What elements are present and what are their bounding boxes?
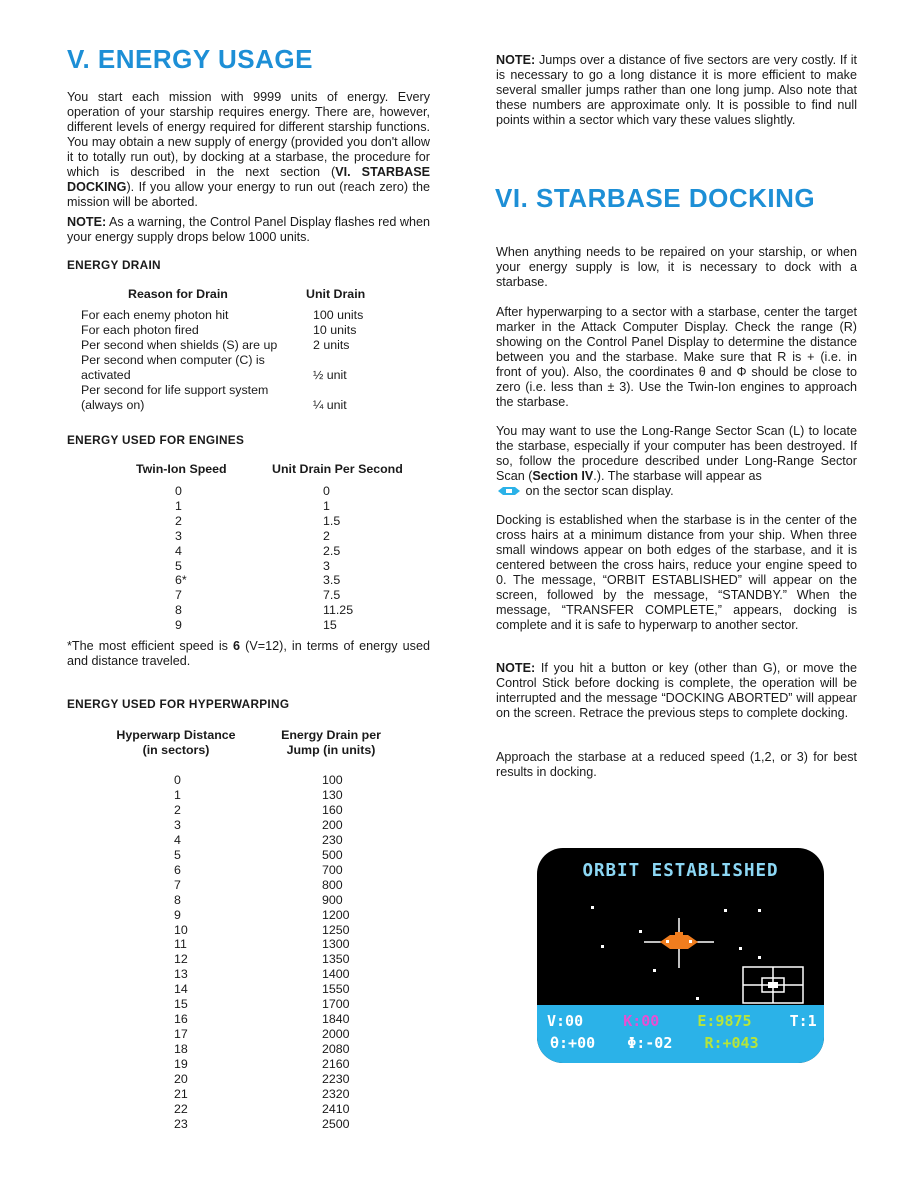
drain-per-second-cell: 7.5 bbox=[323, 588, 341, 603]
hyperwarp-distance-cell: 19 bbox=[174, 1057, 188, 1072]
hyperwarp-distance-header bbox=[113, 728, 239, 758]
hyperwarp-drain-header bbox=[279, 728, 383, 758]
star bbox=[653, 969, 656, 972]
drain-reason-cell: For each photon fired bbox=[81, 323, 199, 337]
hyperwarp-distance-cell: 21 bbox=[174, 1086, 188, 1101]
energy-note-text: As a warning, the Control Panel Display flashes red when your energy supply drops below 1000 units. bbox=[67, 215, 430, 244]
jump-note-label: NOTE: bbox=[496, 53, 536, 67]
hyperwarp-drain-header-line1: Energy Drain per bbox=[281, 728, 381, 742]
range-readout: R:+043 bbox=[704, 1034, 759, 1052]
star bbox=[758, 956, 761, 959]
hyperwarp-drain-cell: 2500 bbox=[322, 1116, 350, 1131]
drain-reason-cell: Per second when shields (S) are up bbox=[81, 338, 278, 352]
star bbox=[639, 930, 642, 933]
speed-cell: 9 bbox=[175, 618, 182, 633]
control-panel-display bbox=[537, 1005, 824, 1063]
screen-message: ORBIT ESTABLISHED bbox=[582, 861, 779, 881]
drain-unit-cell: ¼ unit bbox=[313, 398, 347, 412]
docking-note-label: NOTE: bbox=[496, 661, 536, 675]
docking-p3-text-b: .). The starbase will appear as bbox=[593, 469, 762, 483]
hyperwarp-drain-cell: 800 bbox=[322, 877, 343, 892]
hyperwarp-drain-header-line2: Jump (in units) bbox=[286, 743, 376, 757]
docking-paragraph-2: After hyperwarping to a sector with a starbase, center the target marker in the Attack Computer Display. Check the range (R) showing on the Control Panel Display to determine the distance between you and the starbase. Make sure that R is + (i.e. in front of you). Also, the coordinates θ and Φ should be close to zero (i.e. less than ± 3). Use the Twin-Ion engines to approach the starbase. bbox=[496, 305, 857, 409]
footnote-speed: 6 bbox=[233, 639, 241, 653]
unit-drain-per-second-header: Unit Drain Per Second bbox=[272, 462, 403, 476]
hyperwarp-drain-cell: 200 bbox=[322, 817, 343, 832]
hyperwarp-drain-cell: 500 bbox=[322, 847, 343, 862]
hyperwarp-drain-cell: 1550 bbox=[322, 982, 350, 997]
drain-per-second-cell: 15 bbox=[323, 618, 337, 633]
hyperwarp-drain-cell: 2160 bbox=[322, 1057, 350, 1072]
hyperwarp-distance-cell: 1 bbox=[174, 787, 181, 802]
drain-per-second-cell: 3.5 bbox=[323, 573, 341, 588]
energy-drain-heading: ENERGY DRAIN bbox=[67, 258, 161, 272]
hyperwarp-distance-cell: 14 bbox=[174, 982, 188, 997]
energy-usage-heading: V. ENERGY USAGE bbox=[67, 44, 313, 74]
hyperwarp-drain-cell: 1400 bbox=[322, 967, 350, 982]
engine-footnote bbox=[67, 639, 430, 669]
hyperwarp-distance-cell: 18 bbox=[174, 1042, 188, 1057]
hyperwarp-distance-cell: 13 bbox=[174, 967, 188, 982]
starbase-docking-reference: VI. STARBASE DOCKING bbox=[67, 165, 431, 194]
hyperwarp-drain-cell: 160 bbox=[322, 802, 343, 817]
drain-reason-cell: Per second for life support system bbox=[81, 383, 269, 397]
jump-note-paragraph bbox=[496, 53, 857, 128]
hyperwarp-distance-cell: 5 bbox=[174, 847, 181, 862]
hyperwarp-drain-cell: 130 bbox=[322, 787, 343, 802]
star bbox=[591, 906, 594, 909]
drain-unit-cell: 2 units bbox=[313, 338, 350, 352]
docking-p3-text-a: You may want to use the Long-Range Sector Scan (L) to locate the starbase, especially if your computer has been destroyed. If so, follow the procedure described under Long-Range Sector Scan ( bbox=[496, 424, 857, 483]
hyperwarp-distance-cell: 23 bbox=[174, 1116, 188, 1131]
attack-computer-display bbox=[742, 966, 804, 1004]
speed-cell: 5 bbox=[175, 558, 182, 573]
hyperwarp-distance-cell: 10 bbox=[174, 922, 188, 937]
star bbox=[696, 997, 699, 1000]
drain-per-second-cell: 1 bbox=[323, 498, 330, 513]
energy-readout: E:9875 bbox=[697, 1012, 752, 1030]
speed-cell: 0 bbox=[175, 484, 182, 498]
drain-unit-header: Unit Drain bbox=[306, 287, 366, 301]
panel-row-1 bbox=[547, 1012, 816, 1030]
hyperwarp-drain-cell: 1200 bbox=[322, 907, 350, 922]
hyperwarp-drain-cell: 2080 bbox=[322, 1042, 350, 1057]
starbase-crosshair bbox=[644, 918, 714, 968]
drain-per-second-cell: 0 bbox=[323, 484, 330, 498]
hyperwarp-distance-cell: 3 bbox=[174, 817, 181, 832]
kills-readout: K:00 bbox=[623, 1012, 660, 1030]
hyperwarp-drain-cell: 2230 bbox=[322, 1072, 350, 1086]
drain-reason-cell: (always on) bbox=[81, 398, 145, 412]
hyperwarp-drain-cell: 100 bbox=[322, 773, 343, 787]
hyperwarp-distance-cell: 16 bbox=[174, 1012, 188, 1027]
hyperwarp-distance-cell: 0 bbox=[174, 773, 181, 787]
drain-reason-cell: For each enemy photon hit bbox=[81, 308, 229, 322]
energy-intro-paragraph bbox=[67, 90, 430, 210]
note-label: NOTE: bbox=[67, 215, 107, 229]
energy-intro-text: You start each mission with 9999 units of energy. Every operation of your starship requires energy. There are, however, different levels of energy required for different starship functions. You may obtain a new supply of energy (provided you don't allow it to totally run out), by docking at a starbase, the procedure for which is described in the next section ( bbox=[67, 90, 430, 179]
hyperwarp-distance-cell: 8 bbox=[174, 892, 181, 907]
hyperwarp-distance-cell: 12 bbox=[174, 952, 188, 967]
hyperwarp-distance-cell: 15 bbox=[174, 997, 188, 1012]
starbase-icon bbox=[496, 485, 522, 495]
hyperwarp-drain-cell: 1700 bbox=[322, 997, 350, 1012]
hyperwarp-distance-cell: 7 bbox=[174, 877, 181, 892]
hyperwarp-distance-header-line1: Hyperwarp Distance bbox=[116, 728, 236, 742]
hyperwarp-drain-cell: 2410 bbox=[322, 1101, 350, 1116]
engines-heading: ENERGY USED FOR ENGINES bbox=[67, 433, 245, 447]
hyperwarp-drain-cell: 1250 bbox=[322, 922, 350, 937]
drain-reason-header: Reason for Drain bbox=[128, 287, 228, 301]
docking-paragraph-4: Docking is established when the starbase is in the center of the cross hairs at a minimum distance from your ship. When three small windows appear on both edges of the starbase, and it is centered between the cross hairs, reduce your engine speed to 0. The message, “ORBIT ESTABLISHED” will appear on the screen, followed by the message, “STANDBY.” When the message, “TRANSFER COMPLETE,” appears, docking is complete and it is safe to hyperwarp to another sector. bbox=[496, 513, 857, 632]
jump-note-text: Jumps over a distance of five sectors are very costly. If it is necessary to go a long distance it is more efficient to make several smaller jumps rather than one long jump. Also note that these numbers are approximate only. It is possible to find null points within a sector which vary these values slightly. bbox=[496, 53, 857, 127]
drain-per-second-cell: 11.25 bbox=[323, 603, 354, 618]
starbase-docking-heading: VI. STARBASE DOCKING bbox=[495, 183, 816, 213]
crt-screen bbox=[537, 848, 824, 1063]
hyperwarp-distance-header-line2: (in sectors) bbox=[142, 743, 210, 757]
docking-paragraph-6: Approach the starbase at a reduced speed (1,2, or 3) for best results in docking. bbox=[496, 750, 857, 779]
footnote-text-c: (V=12), in terms of energy used and distance traveled. bbox=[67, 639, 430, 668]
targets-readout: T:1 bbox=[789, 1012, 817, 1030]
hyperwarp-distance-cell: 9 bbox=[174, 907, 181, 922]
hyperwarp-distance-cell: 11 bbox=[174, 937, 187, 952]
drain-per-second-cell: 2.5 bbox=[323, 543, 341, 558]
hyperwarp-drain-cell: 700 bbox=[322, 862, 343, 877]
drain-per-second-cell: 2 bbox=[323, 528, 330, 543]
star bbox=[724, 909, 727, 912]
section-iv-reference: Section IV bbox=[532, 469, 594, 483]
velocity-readout: V:00 bbox=[547, 1012, 584, 1030]
drain-reason-cell: activated bbox=[81, 368, 131, 382]
docking-paragraph-5 bbox=[496, 661, 857, 721]
hyperwarp-distance-cell: 17 bbox=[174, 1027, 188, 1042]
star bbox=[739, 947, 742, 950]
hyperwarp-distance-cell: 20 bbox=[174, 1072, 188, 1086]
footnote-text-a: *The most efficient speed is bbox=[67, 639, 234, 653]
star bbox=[601, 945, 604, 948]
hyperwarp-drain-cell: 2320 bbox=[322, 1086, 350, 1101]
panel-row-2 bbox=[550, 1034, 816, 1052]
orbit-established-screenshot bbox=[537, 848, 824, 1063]
docking-paragraph-1: When anything needs to be repaired on your starship, or when your energy supply is low, it is necessary to dock with a starbase. bbox=[496, 245, 857, 289]
drain-unit-cell: ½ unit bbox=[313, 368, 347, 382]
hyperwarp-distance-cell: 6 bbox=[174, 862, 181, 877]
hyperwarp-drain-cell: 900 bbox=[322, 892, 343, 907]
hyperwarp-distance-cell: 4 bbox=[174, 832, 181, 847]
speed-cell: 4 bbox=[175, 543, 182, 558]
drain-unit-cell: 10 units bbox=[313, 323, 357, 337]
energy-note-paragraph bbox=[67, 215, 430, 245]
drain-per-second-cell: 1.5 bbox=[323, 513, 341, 528]
star bbox=[758, 909, 761, 912]
drain-unit-cell: 100 units bbox=[313, 308, 364, 322]
hyperwarp-drain-cell: 230 bbox=[322, 832, 343, 847]
hyperwarp-heading: ENERGY USED FOR HYPERWARPING bbox=[67, 697, 290, 711]
speed-cell: 2 bbox=[175, 513, 182, 528]
speed-cell: 1 bbox=[175, 498, 182, 513]
energy-intro-end: ). If you allow your energy to run out (reach zero) the mission will be aborted. bbox=[67, 180, 430, 209]
speed-cell: 8 bbox=[175, 603, 182, 618]
speed-cell: 7 bbox=[175, 588, 182, 603]
hyperwarp-drain-cell: 1300 bbox=[322, 937, 350, 952]
docking-paragraph-3 bbox=[496, 424, 857, 499]
hyperwarp-drain-cell: 1840 bbox=[322, 1012, 350, 1027]
drain-reason-cell: Per second when computer (C) is bbox=[81, 353, 265, 367]
drain-per-second-cell: 3 bbox=[323, 558, 330, 573]
theta-readout: θ:+00 bbox=[550, 1034, 596, 1052]
hyperwarp-drain-cell: 2000 bbox=[322, 1027, 350, 1042]
speed-header: Twin-Ion Speed bbox=[136, 462, 227, 476]
docking-p3-text-c: on the sector scan display. bbox=[522, 484, 674, 498]
hyperwarp-distance-cell: 2 bbox=[174, 802, 181, 817]
speed-cell: 3 bbox=[175, 528, 182, 543]
docking-note-text: If you hit a button or key (other than G), or move the Control Stick before docking is complete, the operation will be interrupted and the message “DOCKING ABORTED” will appear on the screen. Retrace the previous steps to complete docking. bbox=[496, 661, 857, 720]
hyperwarp-drain-cell: 1350 bbox=[322, 952, 350, 967]
speed-cell: 6* bbox=[175, 573, 187, 588]
phi-readout: Φ:-02 bbox=[627, 1034, 673, 1052]
hyperwarp-distance-cell: 22 bbox=[174, 1101, 188, 1116]
